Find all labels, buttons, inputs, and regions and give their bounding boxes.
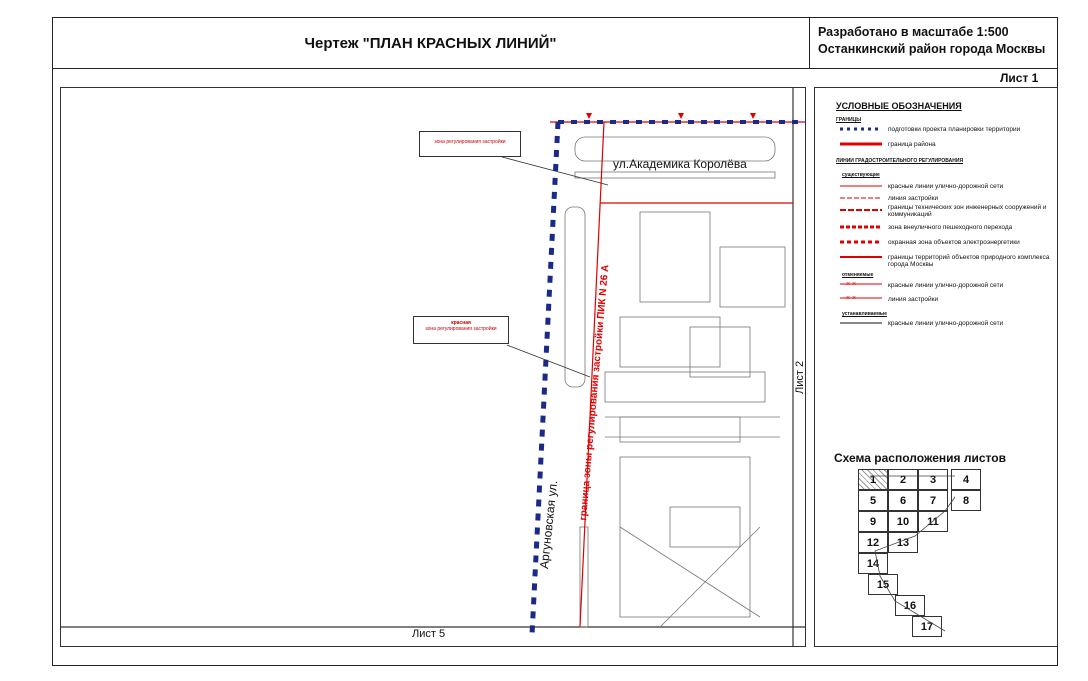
legend-ex-tech-zones: границы технических зон инженерных сооружений и коммуникаций [888,204,1047,218]
scheme-cell-9: 9 [858,511,888,532]
scheme-route-line [855,466,955,641]
legend-c-building-line: линия застройки [888,296,939,303]
scheme-cell-6: 6 [888,490,918,511]
legend-ex-power: охранная зона объектов электроэнергетики [888,239,1020,246]
legend-n-red-lines: красные линии улично-дорожной сети [888,320,1004,327]
scheme-cell-1: 1 [858,469,888,490]
scheme-cell-16: 16 [895,595,925,616]
scheme-cell-11: 11 [918,511,948,532]
power-zone-marks [586,113,756,119]
title-side-block [818,24,1045,58]
scheme-cell-12: 12 [858,532,888,553]
scheme-cell-5: 5 [858,490,888,511]
callout-red-head: красная [451,320,471,326]
sheet-label-right: Лист 2 [794,360,806,394]
scheme-cell-4: 4 [951,469,981,490]
callout-zone [419,131,521,157]
street-label-left: Аргуновская ул. [537,479,561,570]
scheme-cell-3: 3 [918,469,948,490]
legend-border-project: подготовки проекта планировки территории [888,126,1021,133]
scheme-title: Схема расположения листов [834,451,1006,465]
legend-ex-nature: границы территорий объектов природного комплекса города Москвы [888,254,1050,268]
legend-sec-borders: ГРАНИЦЫ [836,117,862,123]
callout-red-sub: зона регулирования застройки [425,326,497,332]
legend-border-district: граница района [888,141,936,148]
red-lines [550,122,806,627]
legend-sec-cancelled: отменяемые [842,272,874,278]
sheet-number: Лист 1 [1000,71,1039,85]
legend-ex-red-lines: красные линии улично-дорожной сети [888,183,1004,190]
sheet-label-bottom: Лист 5 [412,628,446,640]
svg-text:× ×: × × [846,281,857,288]
district-text: Останкинский район города Москвы [818,42,1046,56]
callout-zone-text: зона регулирования застройки [434,139,506,145]
legend-symbols [836,124,886,334]
map-canvas [60,87,806,647]
scheme-cell-15: 15 [868,574,898,595]
scheme-cell-17: 17 [912,616,942,637]
drawing-title: Чертеж "ПЛАН КРАСНЫХ ЛИНИЙ" [52,17,810,69]
scheme-cell-2: 2 [888,469,918,490]
street-label-top: ул.Академика Королёва [613,157,747,171]
scheme-cell-14: 14 [858,553,888,574]
scheme-cell-10: 10 [888,511,918,532]
legend-sec-new: устанавливаемые [842,311,887,317]
legend-ex-building-line: линия застройки [888,195,939,202]
scale-text: Разработано в масштабе 1:500 [818,25,1009,39]
svg-text:× ×: × × [846,295,857,302]
scheme-cell-7: 7 [918,490,948,511]
legend-sec-lines: ЛИНИИ ГРАДОСТРОИТЕЛЬНОГО РЕГУЛИРОВАНИЯ [836,158,964,164]
scheme-cell-8: 8 [951,490,981,511]
zone-label: граница зоны регулирования застройки ПИК N 26 А [578,264,612,521]
callout-red [413,316,509,344]
legend-sec-existing: существующие [842,172,880,178]
legend-title: УСЛОВНЫЕ ОБОЗНАЧЕНИЯ [836,101,962,111]
scheme-cell-13: 13 [888,532,918,553]
legend-c-red-lines: красные линии улично-дорожной сети [888,282,1004,289]
legend-ex-pedestrian: зона внеуличного пешеходного перехода [888,224,1013,231]
